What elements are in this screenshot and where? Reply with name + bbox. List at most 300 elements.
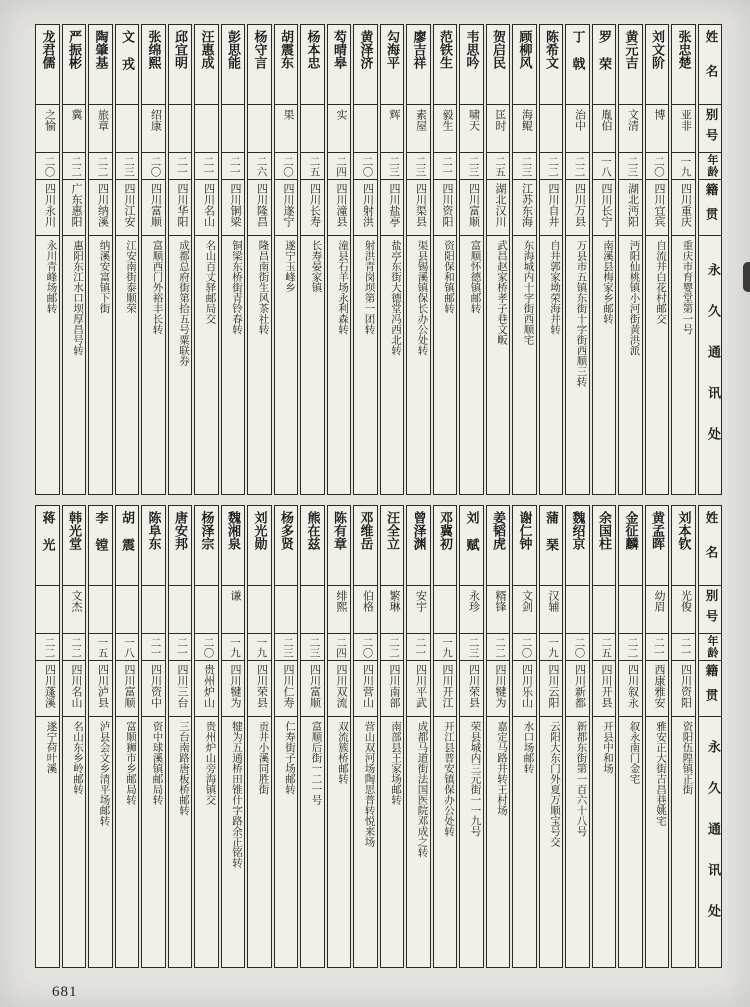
person-name-cell: 金征麟	[619, 506, 642, 586]
person-age-cell: 一九	[540, 634, 563, 661]
person-address-cell: 成都总府街第拾五号粟联券	[178, 240, 189, 366]
person-address-cell: 潼县石羊场永利森转	[337, 240, 348, 335]
person-alias-cell: 文剑	[513, 586, 536, 634]
person-alias-cell: 伯格	[354, 586, 377, 634]
person-alias-cell: 光俊	[672, 586, 695, 634]
person-address-cell: 开县中和场	[602, 721, 613, 774]
person-name-cell: 魏绍京	[566, 506, 589, 586]
person-address-cell: 长寿晏家镇	[310, 240, 322, 293]
person-column	[62, 24, 87, 495]
person-native-cell: 西康雅安	[646, 661, 669, 717]
person-native-cell: 四川名山	[195, 180, 218, 236]
person-alias-cell	[195, 105, 218, 153]
person-native-cell: 四川富顺	[301, 661, 324, 717]
person-alias-cell: 毅生	[434, 105, 457, 153]
person-address-cell: 射洪青岗坝第一团转	[363, 240, 375, 335]
person-column	[353, 24, 378, 495]
person-name-cell: 顾柳风	[513, 25, 536, 105]
person-alias-cell	[593, 586, 616, 634]
person-alias-cell: 旅章	[89, 105, 112, 153]
person-column	[194, 505, 219, 968]
person-native-cell: 四川新都	[566, 661, 589, 717]
person-address-cell: 资阳保和镇邮转	[443, 240, 454, 314]
person-age-cell: 二四	[328, 153, 351, 180]
person-column	[88, 24, 113, 495]
person-alias-cell: 实	[328, 105, 351, 153]
person-native-cell: 四川长宁	[593, 180, 616, 236]
person-age-cell: 二二	[540, 153, 563, 180]
person-alias-cell: 永珍	[460, 586, 483, 634]
person-alias-cell: 文杰	[63, 586, 86, 634]
person-native-cell: 贵州炉山	[195, 661, 218, 717]
person-column	[592, 24, 617, 495]
person-column	[512, 505, 537, 968]
person-column	[592, 505, 617, 968]
person-native-cell: 四川永川	[36, 180, 59, 236]
person-column	[618, 505, 643, 968]
page-number: 681	[52, 984, 78, 1000]
person-native-cell: 四川平武	[407, 661, 430, 717]
person-alias-cell: 胤伯	[593, 105, 616, 153]
person-age-cell: 二五	[593, 634, 616, 661]
person-alias-cell: 亚非	[672, 105, 695, 153]
person-name-cell: 姜韬虎	[487, 506, 510, 586]
person-column	[115, 505, 140, 968]
person-age-cell: 一九	[434, 634, 457, 661]
person-age-cell: 二二	[36, 634, 59, 661]
person-address-cell: 雅安正大街吉昌巷姚宅	[655, 721, 666, 826]
person-age-cell: 二〇	[195, 634, 218, 661]
person-age-cell: 一八	[593, 153, 616, 180]
person-native-cell: 四川渠县	[407, 180, 430, 236]
person-native-cell: 四川潼县	[328, 180, 351, 236]
person-name-cell: 胡震东	[275, 25, 298, 105]
person-age-cell: 二三	[407, 153, 430, 180]
person-column	[300, 24, 325, 495]
person-native-cell: 江苏东海	[513, 180, 536, 236]
person-native-cell: 四川开江	[434, 661, 457, 717]
person-address-cell: 重庆市育婴堂第一号	[681, 240, 693, 335]
person-alias-cell: 果	[275, 105, 298, 153]
person-alias-cell	[222, 105, 245, 153]
person-name-cell: 蒲琹	[540, 506, 563, 586]
person-native-cell: 湖北沔阳	[619, 180, 642, 236]
person-native-cell: 四川重庆	[672, 180, 695, 236]
person-column	[406, 24, 431, 495]
person-name-cell: 刘赋	[460, 506, 483, 586]
column-header-native: 籍贯	[699, 180, 722, 236]
person-address-cell: 水口场邮转	[522, 721, 534, 774]
person-column	[618, 24, 643, 495]
person-age-cell: 二一	[222, 153, 245, 180]
person-native-cell: 四川南部	[381, 661, 404, 717]
person-column	[247, 505, 272, 968]
person-column	[459, 505, 484, 968]
person-address-cell: 泸县会文乡清平场邮转	[98, 721, 110, 826]
person-name-cell: 刘光勋	[248, 506, 271, 586]
person-native-cell: 四川叙永	[619, 661, 642, 717]
person-name-cell: 韦思吟	[460, 25, 483, 105]
person-alias-cell	[301, 586, 324, 634]
person-native-cell: 四川云阳	[540, 661, 563, 717]
person-alias-cell: 幼眉	[646, 586, 669, 634]
person-column	[406, 505, 431, 968]
person-address-cell: 成都马道街法国医院邓成之转	[416, 721, 428, 858]
person-column	[327, 505, 352, 968]
person-name-cell: 汪惠成	[195, 25, 218, 105]
person-native-cell: 湖北汉川	[487, 180, 510, 236]
person-native-cell: 四川资中	[142, 661, 165, 717]
person-alias-cell	[619, 586, 642, 634]
person-column	[221, 505, 246, 968]
scan-smudge-artifact	[743, 262, 750, 292]
person-name-cell: 汪全立	[381, 506, 404, 586]
person-native-cell: 四川江安	[116, 180, 139, 236]
person-name-cell: 张绵熙	[142, 25, 165, 105]
person-column	[671, 24, 696, 495]
person-address-cell: 纳溪安富镇下街	[98, 240, 110, 314]
person-column	[194, 24, 219, 495]
person-address-cell: 自流井白花村邮交	[655, 240, 666, 324]
column-header-native: 籍贯	[699, 661, 722, 717]
header-column	[698, 24, 723, 495]
person-name-cell: 芶晴皋	[328, 25, 351, 105]
person-alias-cell	[169, 105, 192, 153]
person-column	[221, 24, 246, 495]
person-column	[565, 505, 590, 968]
person-name-cell: 陈希文	[540, 25, 563, 105]
person-name-cell: 蒋光	[36, 506, 59, 586]
person-column	[274, 24, 299, 495]
person-alias-cell: 安宇	[407, 586, 430, 634]
person-address-cell: 双流簇桥邮转	[337, 721, 348, 784]
person-name-cell: 廖吉祥	[407, 25, 430, 105]
person-age-cell: 二三	[301, 634, 324, 661]
person-age-cell: 二〇	[354, 153, 377, 180]
person-column	[274, 505, 299, 968]
person-native-cell: 四川富顺	[116, 661, 139, 717]
person-column	[433, 24, 458, 495]
person-age-cell: 二〇	[513, 634, 536, 661]
person-address-cell: 江安南街泰顺荣	[125, 240, 136, 314]
person-name-cell: 张忠楚	[672, 25, 695, 105]
person-age-cell: 二〇	[566, 634, 589, 661]
person-address-cell: 东海城内十字街西顺宅	[522, 240, 534, 345]
person-native-cell: 四川乐山	[513, 661, 536, 717]
person-native-cell: 四川犍为	[487, 661, 510, 717]
person-native-cell: 四川长寿	[301, 180, 324, 236]
person-alias-cell	[142, 586, 165, 634]
person-age-cell: 二二	[89, 153, 112, 180]
person-native-cell: 四川三台	[169, 661, 192, 717]
directory-table-bottom	[30, 505, 722, 968]
person-alias-cell: 海鲲	[513, 105, 536, 153]
person-address-cell: 自井郭家坳荣海井转	[549, 240, 560, 335]
person-address-cell: 隆昌南街生风茶社转	[257, 240, 269, 335]
person-column	[141, 24, 166, 495]
column-header-address: 永久通讯处	[706, 262, 721, 468]
person-native-cell: 四川犍为	[222, 661, 245, 717]
person-alias-cell	[248, 586, 271, 634]
person-alias-cell	[540, 105, 563, 153]
person-alias-cell: 糈锋	[487, 586, 510, 634]
person-native-cell: 四川双流	[328, 661, 351, 717]
person-native-cell: 四川自井	[540, 180, 563, 236]
person-age-cell: 二〇	[354, 634, 377, 661]
person-column	[380, 505, 405, 968]
person-name-cell: 韩光堂	[63, 506, 86, 586]
person-column	[168, 505, 193, 968]
person-address-cell: 富顺怀德镇邮转	[469, 240, 481, 314]
person-age-cell: 二三	[116, 153, 139, 180]
person-name-cell: 陶肇基	[89, 25, 112, 105]
person-native-cell: 四川隆昌	[248, 180, 271, 236]
person-age-cell: 二二	[566, 153, 589, 180]
person-alias-cell	[116, 586, 139, 634]
person-alias-cell: 绯熙	[328, 586, 351, 634]
person-address-cell: 富顺狮市乡邮局转	[125, 721, 136, 805]
column-header-address: 永久通讯处	[706, 739, 721, 945]
person-native-cell: 四川名山	[63, 661, 86, 717]
person-alias-cell: 冀	[63, 105, 86, 153]
person-age-cell: 二〇	[36, 153, 59, 180]
person-address-cell: 叙永南门金宅	[628, 721, 640, 784]
person-alias-cell	[434, 586, 457, 634]
person-column	[671, 505, 696, 968]
person-native-cell: 四川泸县	[89, 661, 112, 717]
person-column	[645, 24, 670, 495]
person-column	[62, 505, 87, 968]
person-age-cell: 二五	[487, 153, 510, 180]
person-name-cell: 范铁生	[434, 25, 457, 105]
person-name-cell: 贺启民	[487, 25, 510, 105]
person-alias-cell: 辉	[381, 105, 404, 153]
person-address-cell: 仁寿街子场邮转	[284, 721, 295, 795]
person-name-cell: 陈阜东	[142, 506, 165, 586]
person-alias-cell: 繁琳	[381, 586, 404, 634]
person-native-cell: 四川富顺	[460, 180, 483, 236]
person-name-cell: 杨守言	[248, 25, 271, 105]
person-address-cell: 贡井小溪同胜街	[257, 721, 269, 795]
person-native-cell: 四川荣县	[460, 661, 483, 717]
person-native-cell: 四川射洪	[354, 180, 377, 236]
person-name-cell: 杨多贤	[275, 506, 298, 586]
person-alias-cell: 治中	[566, 105, 589, 153]
person-name-cell: 邓维岳	[354, 506, 377, 586]
column-header-name: 姓名	[699, 506, 722, 586]
person-column	[247, 24, 272, 495]
person-address-cell: 名山百丈驿邮局交	[204, 240, 216, 324]
person-address-cell: 三台南路唐板桥邮转	[178, 721, 189, 816]
person-column	[512, 24, 537, 495]
person-age-cell: 二一	[169, 634, 192, 661]
person-age-cell: 二三	[381, 153, 404, 180]
person-column	[565, 24, 590, 495]
person-address-cell: 新都东街第一百六十八号	[575, 721, 587, 837]
person-alias-cell	[169, 586, 192, 634]
person-alias-cell: 绍康	[142, 105, 165, 153]
person-age-cell: 二一	[169, 153, 192, 180]
person-age-cell: 二四	[328, 634, 351, 661]
person-age-cell: 二二	[487, 634, 510, 661]
person-age-cell: 二三	[619, 153, 642, 180]
person-age-cell: 二三	[460, 634, 483, 661]
person-native-cell: 四川宜宾	[646, 180, 669, 236]
person-native-cell: 广东惠阳	[63, 180, 86, 236]
person-native-cell: 四川资阳	[672, 661, 695, 717]
column-header-age: 年龄	[699, 153, 722, 180]
person-native-cell: 四川富顺	[142, 180, 165, 236]
person-age-cell: 二一	[646, 634, 669, 661]
person-address-cell: 营山双河场陶思普转悦来场	[363, 721, 375, 847]
person-column	[645, 505, 670, 968]
person-age-cell: 二二	[63, 153, 86, 180]
person-column	[539, 505, 564, 968]
person-name-cell: 唐安邦	[169, 506, 192, 586]
person-name-cell: 刘文阶	[646, 25, 669, 105]
person-address-cell: 沔阳仙桃镇小河街黄洪派	[628, 240, 640, 356]
person-column	[300, 505, 325, 968]
person-alias-cell: 汉辅	[540, 586, 563, 634]
section-divider	[30, 495, 722, 505]
person-name-cell: 邓冀初	[434, 506, 457, 586]
person-column	[459, 24, 484, 495]
person-address-cell: 南部县王家场邮转	[390, 721, 401, 805]
person-address-cell: 犍为五通桥田锥什字路余正铭转	[231, 721, 242, 868]
person-column	[486, 505, 511, 968]
person-address-cell: 惠阳东江水口坝厚昌号转	[72, 240, 83, 356]
person-column	[353, 505, 378, 968]
person-address-cell: 遂宁玉峰乡	[284, 240, 295, 293]
person-address-cell: 万县市五镇东街十字街西顺三转	[575, 240, 587, 387]
person-column	[35, 24, 60, 495]
person-name-cell: 熊在兹	[301, 506, 324, 586]
person-address-cell: 永川青峰场邮转	[45, 240, 57, 314]
person-age-cell: 二一	[672, 634, 695, 661]
person-alias-cell	[195, 586, 218, 634]
person-name-cell: 严振彬	[63, 25, 86, 105]
person-alias-cell	[116, 105, 139, 153]
person-age-cell: 二一	[407, 634, 430, 661]
person-name-cell: 文戎	[116, 25, 139, 105]
person-age-cell: 一五	[89, 634, 112, 661]
person-native-cell: 四川铜梁	[222, 180, 245, 236]
person-name-cell: 余国柱	[593, 506, 616, 586]
column-header-name: 姓名	[699, 25, 722, 105]
person-column	[380, 24, 405, 495]
person-age-cell: 一八	[116, 634, 139, 661]
person-name-cell: 彭思能	[222, 25, 245, 105]
person-age-cell: 二三	[275, 634, 298, 661]
person-native-cell: 四川纳溪	[89, 180, 112, 236]
person-address-cell: 云阳大东门外夏万顺宝号交	[549, 721, 560, 847]
column-header-alias: 别号	[699, 586, 722, 634]
person-age-cell: 二二	[63, 634, 86, 661]
person-address-cell: 资阳伍隍镇正街	[681, 721, 693, 795]
column-header-alias: 别号	[699, 105, 722, 153]
person-alias-cell	[275, 586, 298, 634]
person-address-cell: 开江县普安镇保办公处转	[443, 721, 454, 837]
person-native-cell: 四川资阳	[434, 180, 457, 236]
person-name-cell: 黄泽济	[354, 25, 377, 105]
person-age-cell: 一九	[672, 153, 695, 180]
person-address-cell: 武昌赵家桥孝子巷文畈	[496, 240, 507, 345]
person-column	[168, 24, 193, 495]
person-age-cell: 二〇	[142, 153, 165, 180]
person-age-cell: 二三	[513, 153, 536, 180]
person-name-cell: 刘本钦	[672, 506, 695, 586]
person-name-cell: 曾泽渊	[407, 506, 430, 586]
column-header-age: 年龄	[699, 634, 722, 661]
person-column	[115, 24, 140, 495]
person-age-cell: 二〇	[646, 153, 669, 180]
person-address-cell: 嘉定马路井转王村场	[496, 721, 507, 816]
person-alias-cell: 匡时	[487, 105, 510, 153]
person-age-cell: 二六	[248, 153, 271, 180]
person-alias-cell	[354, 105, 377, 153]
person-name-cell: 勾海平	[381, 25, 404, 105]
person-alias-cell	[36, 586, 59, 634]
person-address-cell: 资中球溪镇邮局转	[151, 721, 163, 805]
person-native-cell: 四川仁寿	[275, 661, 298, 717]
person-name-cell: 谢仁钟	[513, 506, 536, 586]
person-address-cell: 渠县锡溪镇保长办公处转	[416, 240, 428, 356]
person-name-cell: 丁戟	[566, 25, 589, 105]
person-address-cell: 遂宁荷叶溪	[45, 721, 57, 774]
person-address-cell: 南溪县梅家乡邮转	[602, 240, 613, 324]
person-age-cell: 二二	[619, 634, 642, 661]
directory-table-top	[30, 24, 722, 495]
person-native-cell: 四川万县	[566, 180, 589, 236]
person-age-cell: 二一	[434, 153, 457, 180]
person-native-cell: 四川华阳	[169, 180, 192, 236]
person-native-cell: 四川盐亭	[381, 180, 404, 236]
person-address-cell: 名山东乡岭邮转	[72, 721, 83, 795]
person-alias-cell: 素屋	[407, 105, 430, 153]
person-name-cell: 杨泽宗	[195, 506, 218, 586]
person-age-cell: 一九	[222, 634, 245, 661]
person-address-cell: 盐亭东街大德堂冯西北转	[390, 240, 401, 356]
person-alias-cell: 文清	[619, 105, 642, 153]
person-age-cell: 二〇	[275, 153, 298, 180]
person-alias-cell: 博	[646, 105, 669, 153]
person-name-cell: 魏湘泉	[222, 506, 245, 586]
person-name-cell: 黄孟晖	[646, 506, 669, 586]
person-age-cell: 二五	[301, 153, 324, 180]
person-alias-cell: 之愉	[36, 105, 59, 153]
person-name-cell: 杨本忠	[301, 25, 324, 105]
person-column	[539, 24, 564, 495]
person-alias-cell	[301, 105, 324, 153]
person-address-cell: 富顺后街一二一号	[310, 721, 322, 805]
person-name-cell: 罗荣	[593, 25, 616, 105]
person-alias-cell	[566, 586, 589, 634]
person-column	[141, 505, 166, 968]
person-name-cell: 黄元吉	[619, 25, 642, 105]
person-age-cell: 一九	[248, 634, 271, 661]
person-name-cell: 邱宜明	[169, 25, 192, 105]
person-column	[433, 505, 458, 968]
person-name-cell: 龙君儒	[36, 25, 59, 105]
person-native-cell: 四川营山	[354, 661, 377, 717]
person-alias-cell	[89, 586, 112, 634]
person-age-cell: 二三	[460, 153, 483, 180]
person-address-cell: 富顺西门外裕丰长转	[151, 240, 163, 335]
person-column	[327, 24, 352, 495]
person-age-cell: 二一	[142, 634, 165, 661]
header-column	[698, 505, 723, 968]
person-age-cell: 二二	[381, 634, 404, 661]
